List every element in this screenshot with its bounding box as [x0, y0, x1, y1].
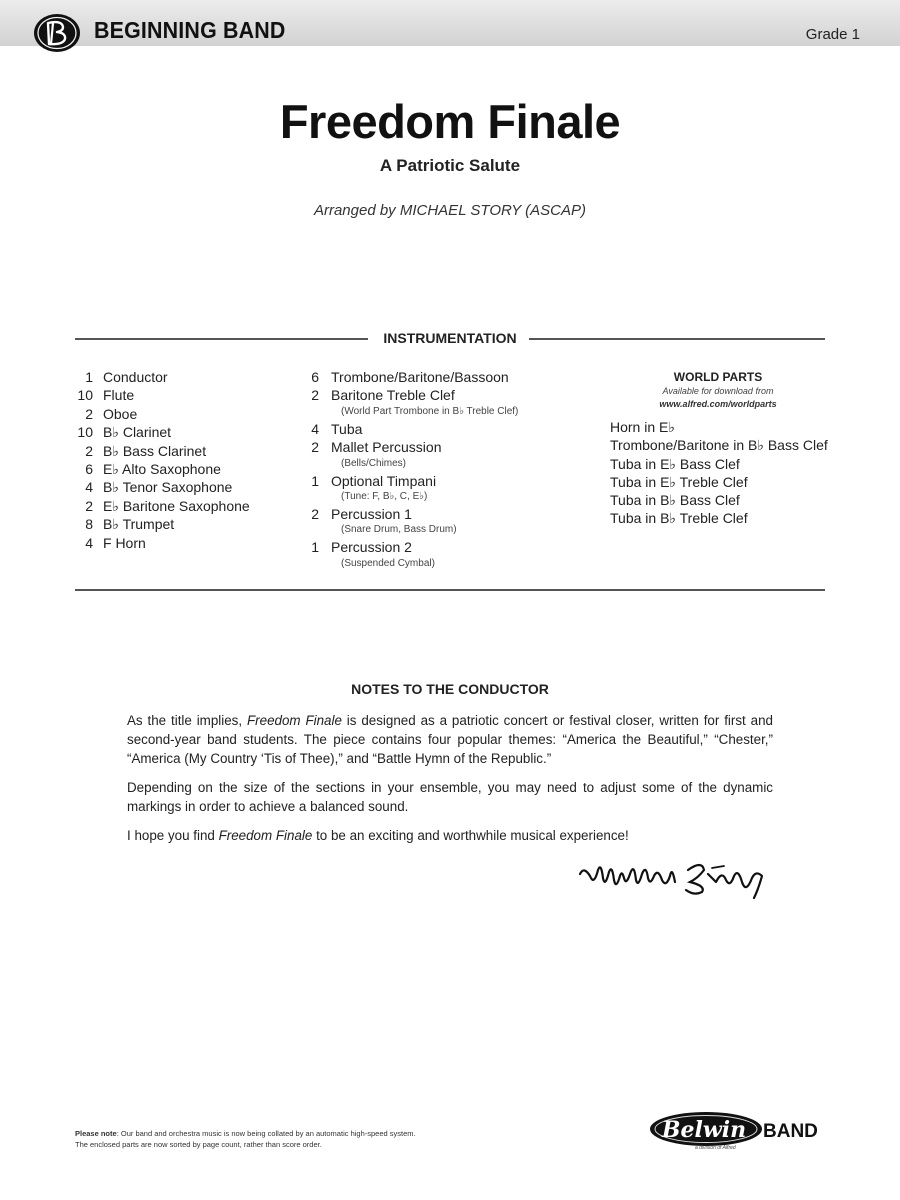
- instrument-quantity: 6: [311, 369, 319, 385]
- instrument-quantity: 4: [85, 534, 93, 551]
- instrument-note: (Suspended Cymbal): [341, 557, 435, 569]
- instrument-row: [71, 386, 301, 404]
- world-parts-list: [610, 418, 828, 528]
- instrumentation-column-2: [307, 368, 607, 572]
- instrument-row: [71, 460, 301, 478]
- instrumentation-heading: INSTRUMENTATION: [383, 330, 517, 346]
- signature-image: [576, 852, 776, 902]
- instrument-row: [307, 386, 607, 404]
- instrument-quantity: 2: [311, 505, 319, 522]
- series-name: BEGINNING BAND: [94, 17, 286, 43]
- svg-text:Belwin: Belwin: [661, 1117, 747, 1143]
- world-part-item: Trombone/Baritone in B♭ Bass Clef: [610, 437, 828, 454]
- instrument-quantity: 2: [311, 387, 319, 404]
- notes-text: As the title implies,: [127, 713, 247, 728]
- instrument-row: [307, 438, 607, 456]
- notes-text: I hope you find: [127, 828, 219, 843]
- footer-note: [75, 1128, 416, 1150]
- notes-italic-title: Freedom Finale: [218, 828, 313, 843]
- instrument-name: E♭ Baritone Saxophone: [103, 497, 250, 514]
- instrument-quantity: 10: [77, 387, 93, 404]
- instrument-quantity: 2: [85, 497, 93, 514]
- instrument-row: [71, 442, 301, 460]
- world-part-item: Tuba in B♭ Bass Clef: [610, 492, 740, 509]
- notes-text: is designed as a patriotic concert or festival closer, written for first and second-year band students. The piece contains four popular themes: “America the Beautiful,” “Chester,” “America (My Country ‘Tis of Thee),” and “Battle Hymn of the Republic.”: [127, 713, 773, 766]
- notes-body: [127, 711, 773, 855]
- instrument-name: Percussion 1: [331, 505, 412, 522]
- world-parts-availability: Available for download from: [662, 386, 774, 396]
- notes-italic-title: Freedom Finale: [246, 713, 342, 728]
- instrument-name: B♭ Clarinet: [103, 424, 172, 441]
- instrument-row: [71, 515, 301, 533]
- instrument-name: Percussion 2: [331, 539, 412, 556]
- instrument-quantity: 4: [311, 420, 319, 437]
- notes-text: to be an exciting and worthwhile musical experience!: [312, 828, 629, 843]
- instrument-row: [71, 534, 301, 552]
- notes-paragraph-3: [127, 826, 773, 845]
- grade-label: Grade 1: [805, 26, 860, 43]
- instrument-note: (World Part Trombone in B♭ Treble Clef): [341, 405, 519, 417]
- instrument-name: Tuba: [331, 420, 363, 437]
- instrument-quantity: 10: [77, 424, 93, 441]
- instrument-name: Optional Timpani: [331, 472, 437, 489]
- instrument-quantity: 1: [85, 369, 93, 385]
- instrument-row: [71, 405, 301, 423]
- arranger-credit: Arranged by MICHAEL STORY (ASCAP): [313, 202, 587, 219]
- notes-paragraph-1: [127, 711, 773, 768]
- instrument-row: [71, 423, 301, 441]
- instrument-quantity: 1: [311, 539, 319, 556]
- world-parts-url: www.alfred.com/worldparts: [659, 399, 777, 409]
- notes-paragraph-2: Depending on the size of the sections in your ensemble, you may need to adjust some of the dynamic markings in order to achieve a balanced sound.: [127, 780, 773, 814]
- instrument-row: [307, 420, 607, 438]
- instrument-note: (Tune: F, B♭, C, E♭): [341, 490, 428, 502]
- instrument-name: E♭ Alto Saxophone: [103, 460, 221, 477]
- instrument-row: [307, 472, 607, 490]
- instrument-row: [71, 478, 301, 496]
- instrument-quantity: 8: [85, 516, 93, 533]
- piece-subtitle: A Patriotic Salute: [379, 156, 521, 175]
- instrument-quantity: 2: [85, 405, 93, 422]
- instrumentation-column-1: [71, 368, 301, 552]
- instrument-row: [71, 368, 301, 386]
- world-part-item: Tuba in E♭ Treble Clef: [610, 473, 748, 490]
- instrument-quantity: 4: [85, 479, 93, 496]
- instrument-name: Mallet Percussion: [331, 439, 442, 456]
- world-part-item: Tuba in E♭ Bass Clef: [610, 455, 740, 472]
- world-part-item: Tuba in B♭ Treble Clef: [610, 510, 748, 527]
- rule-right: [529, 338, 825, 340]
- footer-note-line-2: The enclosed parts are now sorted by page count, rather than score order.: [75, 1140, 322, 1149]
- instrument-quantity: 1: [311, 472, 319, 489]
- footer-note-label: Please note: [75, 1129, 117, 1138]
- instrument-name: Trombone/Baritone/Bassoon: [331, 369, 509, 385]
- publisher-division-label: a division of Alfred: [695, 1145, 736, 1151]
- beginning-band-logo-icon: [32, 11, 82, 55]
- notes-heading: NOTES TO THE CONDUCTOR: [351, 681, 549, 697]
- instrument-name: B♭ Tenor Saxophone: [103, 479, 233, 496]
- instrument-row: [71, 497, 301, 515]
- footer-note-line-1: : Our band and orchestra music is now being collated by an automatic high-speed system.: [116, 1129, 416, 1138]
- instrument-name: Conductor: [103, 369, 168, 385]
- piece-title: Freedom Finale: [279, 95, 621, 148]
- instrument-name: B♭ Trumpet: [103, 516, 175, 533]
- rule-bottom: [75, 589, 825, 591]
- instrument-name: Flute: [103, 387, 135, 404]
- instrument-note: (Bells/Chimes): [341, 457, 407, 469]
- world-parts-heading: WORLD PARTS: [673, 370, 763, 384]
- instrument-name: Oboe: [103, 405, 138, 422]
- instrument-row: [307, 538, 607, 556]
- instrument-note: (Snare Drum, Bass Drum): [341, 524, 457, 536]
- instrument-quantity: 6: [85, 460, 93, 477]
- publisher-band-label: BAND: [763, 1121, 818, 1142]
- instrument-name: B♭ Bass Clarinet: [103, 442, 207, 459]
- instrument-name: Baritone Treble Clef: [331, 387, 455, 404]
- instrument-quantity: 2: [311, 439, 319, 456]
- instrument-quantity: 2: [85, 442, 93, 459]
- instrument-row: [307, 368, 607, 386]
- instrument-name: F Horn: [103, 534, 146, 551]
- instrument-row: [307, 505, 607, 523]
- world-part-item: Horn in E♭: [610, 419, 675, 435]
